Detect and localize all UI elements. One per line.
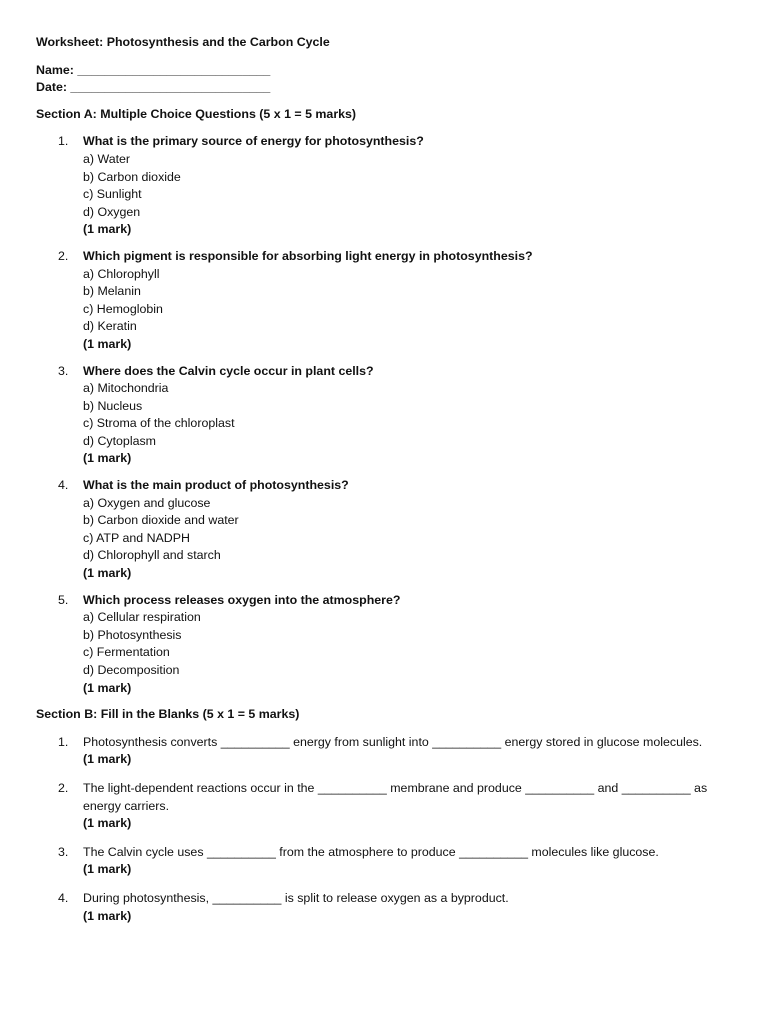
mc-question [36,133,736,239]
question-text: Which pigment is responsible for absorbing light energy in photosynthesis? [83,248,533,263]
answer-option: a) Water [83,151,131,166]
question-number: 1. [58,134,69,149]
question-text: Where does the Calvin cycle occur in plant cells? [83,363,374,378]
marks-label: (1 mark) [83,566,132,581]
answer-option: d) Oxygen [83,204,141,219]
worksheet-page [36,34,736,936]
answer-option: d) Decomposition [83,663,180,677]
answer-option: d) Cytoplasm [83,433,156,448]
answer-option: d) Keratin [83,319,137,334]
question-text: The Calvin cycle uses __________ from the atmosphere to produce __________ molecules like glucose. [83,844,659,859]
marks-label: (1 mark) [83,752,132,767]
question-number: 4. [58,890,69,905]
answer-option: b) Carbon dioxide and water [83,513,239,528]
marks-label: (1 mark) [83,680,132,695]
mc-question [36,477,736,583]
question-text: Photosynthesis converts __________ energy from sunlight into __________ energy stored in glucose molecules. [83,734,703,749]
answer-option: c) ATP and NADPH [83,530,190,545]
worksheet-title: Worksheet: Photosynthesis and the Carbon Cycle [36,35,330,49]
question-number: 2. [58,780,69,795]
marks-label: (1 mark) [83,908,132,923]
question-text: The light-dependent reactions occur in the __________ membrane and produce __________ and __________ as energy carriers. [83,780,708,813]
question-number: 3. [58,844,69,859]
fill-blank-question [36,734,736,769]
question-text: Which process releases oxygen into the atmosphere? [83,592,401,607]
section-a-questions [36,133,736,697]
answer-option: b) Carbon dioxide [83,169,181,184]
answer-option: b) Photosynthesis [83,627,182,642]
question-number: 5. [58,592,69,607]
answer-option: a) Cellular respiration [83,610,201,625]
answer-option: d) Chlorophyll and starch [83,548,221,563]
marks-label: (1 mark) [83,451,132,466]
marks-label: (1 mark) [83,816,132,831]
mc-question [36,592,736,698]
answer-option: c) Hemoglobin [83,301,163,316]
fill-blank-question [36,890,736,925]
question-number: 4. [58,478,69,493]
question-text: During photosynthesis, __________ is split to release oxygen as a byproduct. [83,890,509,905]
marks-label: (1 mark) [83,336,132,351]
fill-blank-question [36,844,736,879]
answer-option: a) Oxygen and glucose [83,495,211,510]
mc-question [36,363,736,469]
section-a-heading: Section A: Multiple Choice Questions (5 x 1 = 5 marks) [36,106,357,121]
mc-question [36,248,736,354]
question-text: What is the main product of photosynthesis? [83,478,349,493]
question-number: 2. [58,248,69,263]
answer-option: c) Fermentation [83,645,170,660]
answer-option: b) Nucleus [83,398,143,413]
marks-label: (1 mark) [83,222,132,237]
section-b-questions [36,734,736,925]
name-field: Name: ____________________________ [36,62,271,77]
answer-option: a) Chlorophyll [83,266,160,281]
answer-option: c) Stroma of the chloroplast [83,416,235,431]
answer-option: a) Mitochondria [83,381,169,396]
question-text: What is the primary source of energy for photosynthesis? [83,134,424,149]
question-number: 1. [58,734,69,749]
fill-blank-question [36,780,736,833]
answer-option: b) Melanin [83,284,141,299]
date-field: Date: _____________________________ [36,80,271,95]
answer-option: c) Sunlight [83,187,142,202]
section-b-heading: Section B: Fill in the Blanks (5 x 1 = 5 marks) [36,707,300,722]
marks-label: (1 mark) [83,862,132,877]
question-number: 3. [58,363,69,378]
